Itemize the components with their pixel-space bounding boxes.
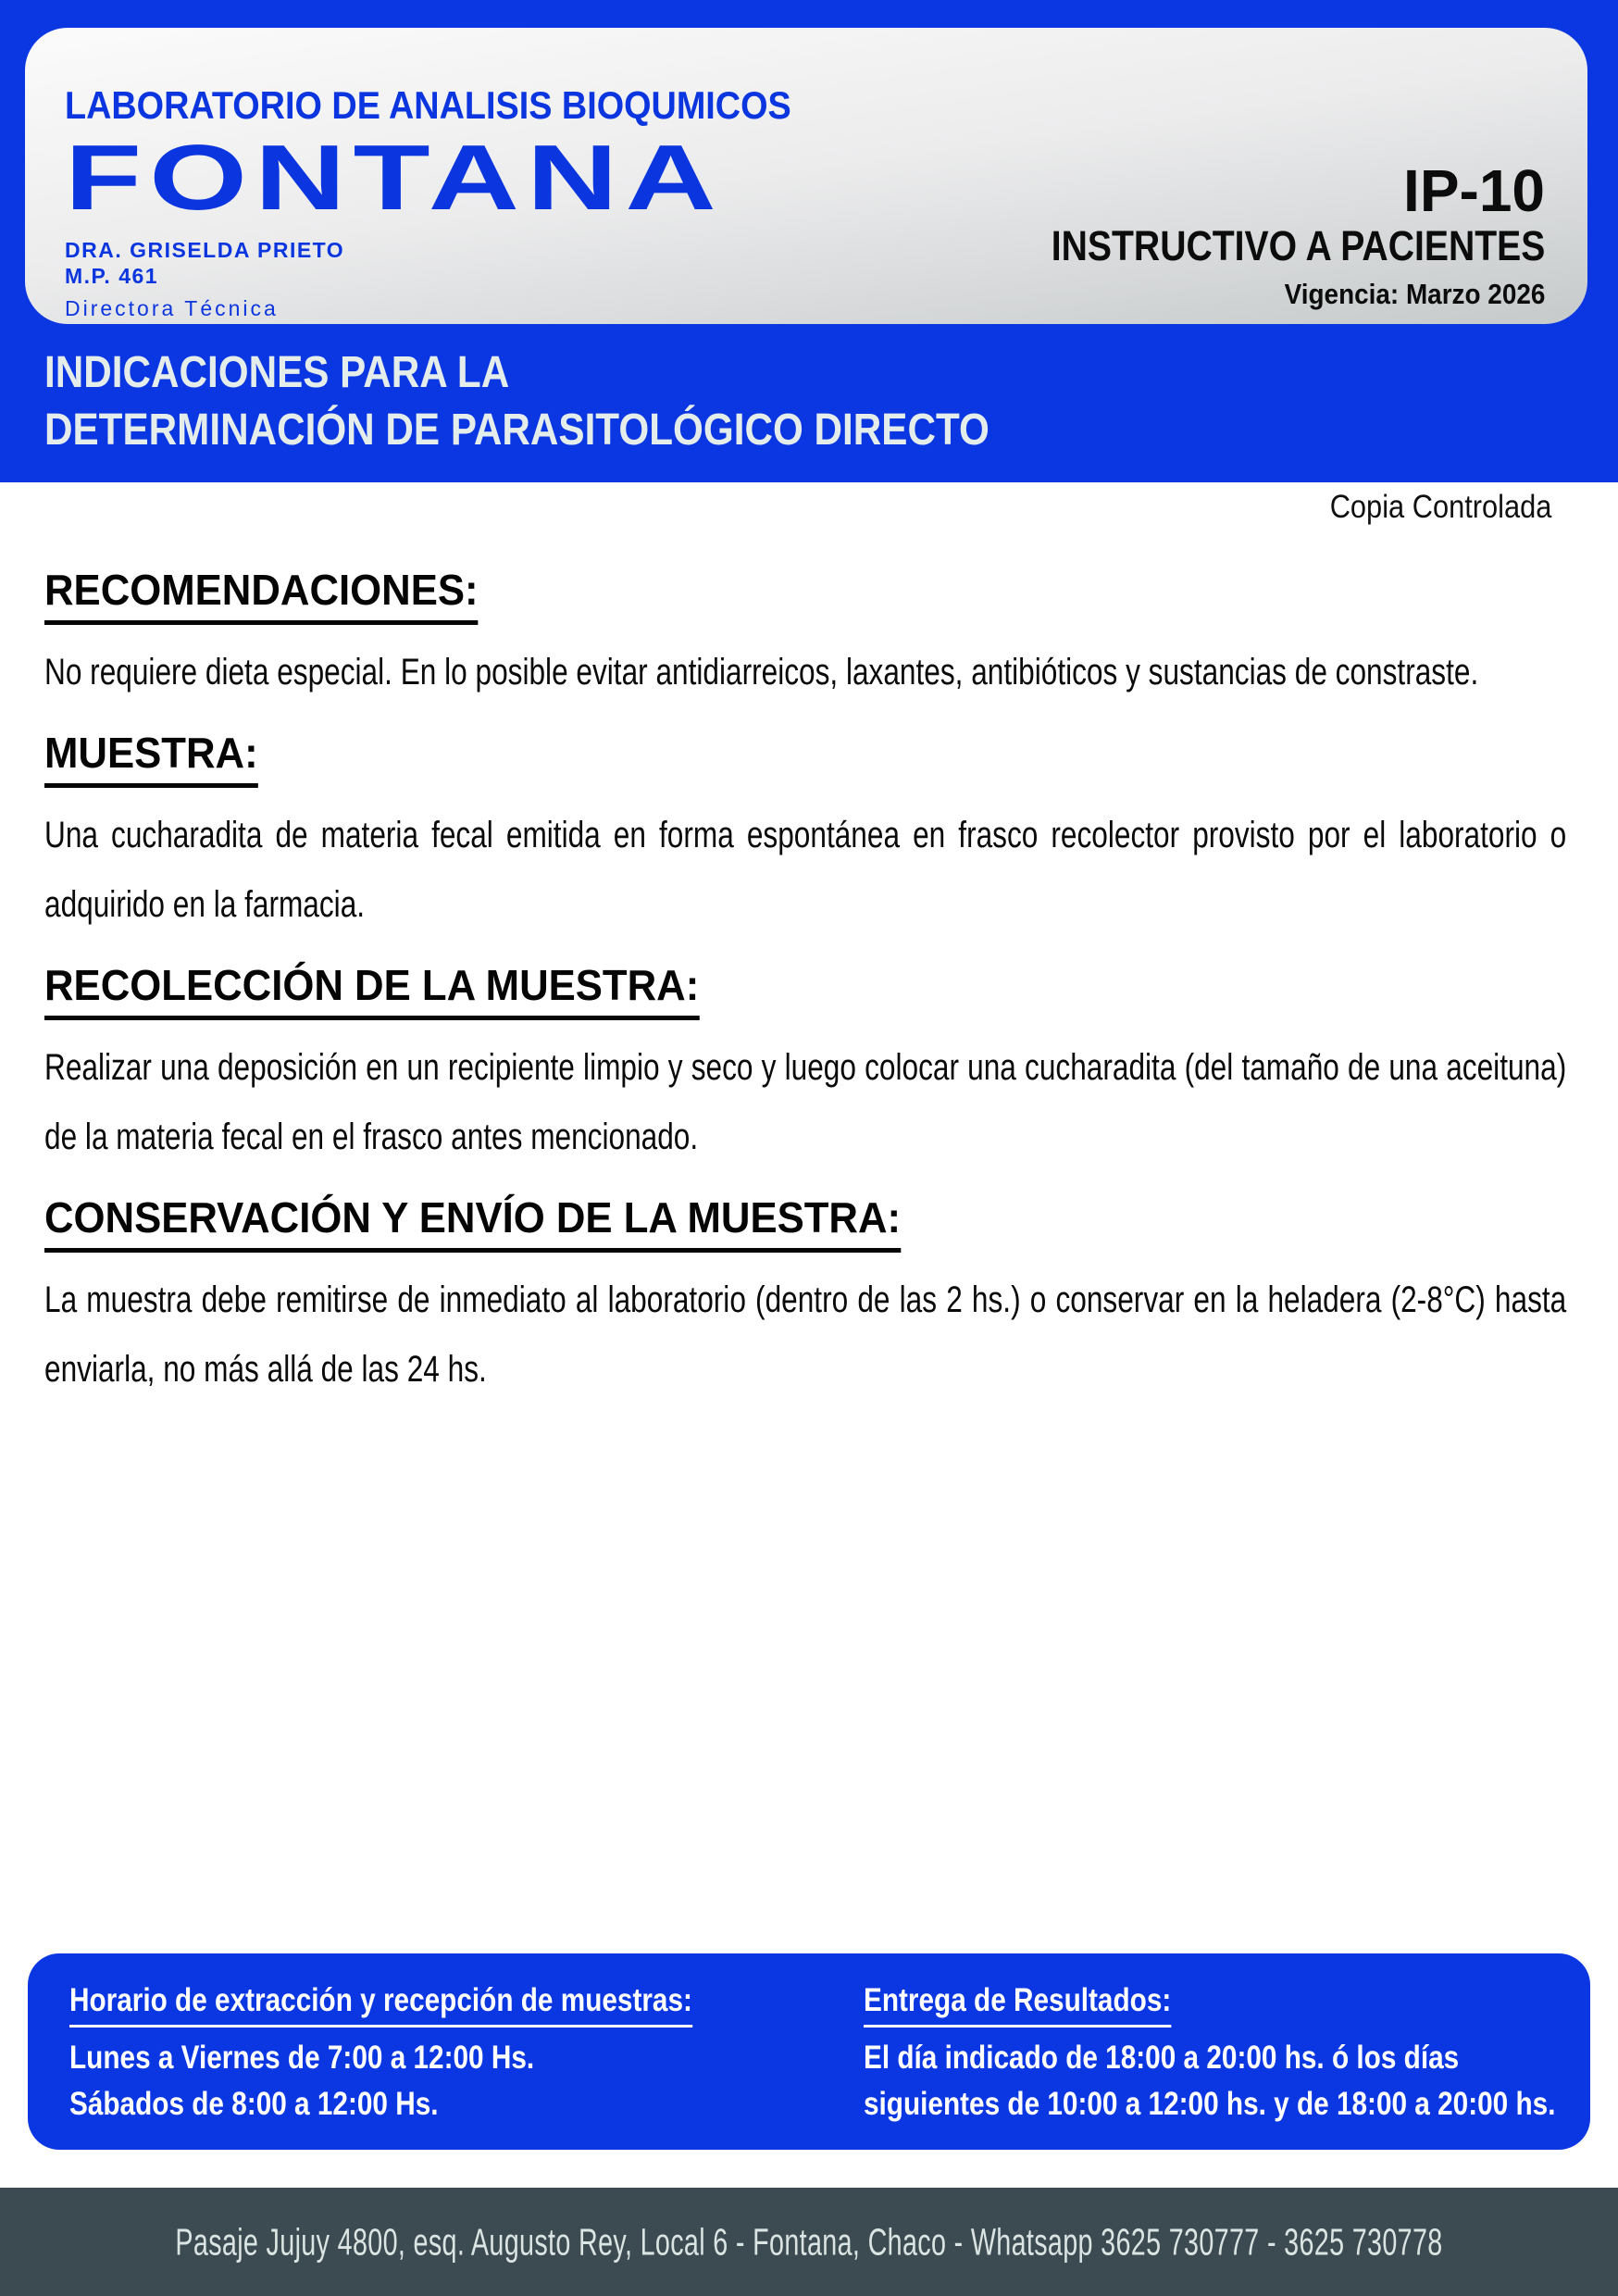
extraction-hours-inner bbox=[69, 1981, 863, 2128]
extraction-hours-column bbox=[69, 1981, 864, 2150]
instructions-content bbox=[44, 567, 1566, 1427]
section-heading: RECOMENDACIONES: bbox=[44, 567, 479, 625]
section-body: No requiere dieta especial. En lo posible evitar antidiarreicos, laxantes, antibióticos y sustancias de constraste. bbox=[44, 652, 1479, 693]
brand-block bbox=[65, 85, 872, 320]
document-code: IP-10 bbox=[1403, 157, 1545, 224]
lab-tagline: LABORATORIO DE ANALISIS BIOQUMICOS bbox=[65, 83, 791, 127]
section-body: Realizar una deposición en un recipiente limpio y seco y luego colocar una cucharadita (del tamaño de una aceituna) de la materia fecal en el frasco antes mencionado. bbox=[44, 1047, 1567, 1157]
results-hours-inner bbox=[863, 1981, 1556, 2128]
section-heading: MUESTRA: bbox=[44, 730, 258, 788]
page-title-line2: DETERMINACIÓN DE PARASITOLÓGICO DIRECTO bbox=[44, 406, 989, 455]
results-heading: Entrega de Resultados: bbox=[864, 1981, 1171, 2028]
section-recoleccion bbox=[44, 962, 1566, 1172]
validity-date: Vigencia: Marzo 2026 bbox=[1284, 278, 1545, 310]
results-line: El día indicado de 18:00 a 20:00 hs. ó los días bbox=[863, 2040, 1459, 2076]
director-name: DRA. GRISELDA PRIETO bbox=[65, 238, 345, 262]
section-heading: CONSERVACIÓN Y ENVÍO DE LA MUESTRA: bbox=[44, 1194, 901, 1253]
address-bar bbox=[0, 2188, 1618, 2296]
brand-card bbox=[25, 28, 1587, 324]
results-hours-column bbox=[863, 1981, 1556, 2150]
extraction-hours-line: Lunes a Viernes de 7:00 a 12:00 Hs. bbox=[69, 2040, 535, 2076]
page-title-line1: INDICACIONES PARA LA bbox=[44, 348, 510, 397]
address-text: Pasaje Jujuy 4800, esq. Augusto Rey, Local 6 - Fontana, Chaco - Whatsapp 3625 730777 - 3625 730778 bbox=[175, 2220, 1443, 2263]
header-band bbox=[0, 0, 1618, 482]
director-role: Directora Técnica bbox=[65, 296, 279, 320]
section-muestra bbox=[44, 730, 1566, 940]
extraction-hours-heading: Horario de extracción y recepción de muestras: bbox=[69, 1981, 692, 2028]
section-recomendaciones bbox=[44, 567, 1566, 707]
section-body: La muestra debe remitirse de inmediato al laboratorio (dentro de las 2 hs.) o conservar en la heladera (2-8°C) hasta enviarla, no más allá de las 24 hs. bbox=[44, 1279, 1567, 1390]
results-line: siguientes de 10:00 a 12:00 hs. y de 18:00 a 20:00 hs. bbox=[863, 2086, 1556, 2122]
document-type: INSTRUCTIVO A PACIENTES bbox=[1051, 222, 1545, 269]
section-heading: RECOLECCIÓN DE LA MUESTRA: bbox=[44, 962, 699, 1020]
brand-logo-text: FONTANA bbox=[65, 126, 724, 230]
controlled-copy-label: Copia Controlada bbox=[1329, 489, 1551, 525]
section-conservacion bbox=[44, 1194, 1566, 1404]
hours-box bbox=[28, 1953, 1590, 2150]
extraction-hours-line: Sábados de 8:00 a 12:00 Hs. bbox=[69, 2086, 439, 2122]
section-body: Una cucharadita de materia fecal emitida en forma espontánea en frasco recolector provisto por el laboratorio o adquirido en la farmacia. bbox=[44, 815, 1567, 925]
director-license: M.P. 461 bbox=[65, 264, 159, 288]
document-id-block bbox=[977, 159, 1545, 311]
page-title bbox=[44, 344, 989, 459]
